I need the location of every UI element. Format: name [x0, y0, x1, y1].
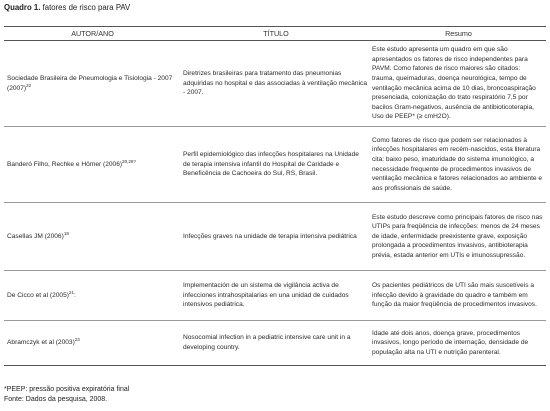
author-text: Casellas JM (2006)	[7, 232, 64, 240]
table-row	[4, 127, 546, 203]
header-summary: Resumo	[371, 27, 546, 41]
title-cell: Nosocomial infection in a pediatric intensive care unit in a developing country.	[181, 321, 371, 366]
table-row	[4, 41, 546, 127]
author-text: Banderó Filho, Rechke e Hömer (2006)	[7, 160, 123, 168]
header-title: TÍTULO	[181, 27, 371, 41]
author-cell	[4, 203, 181, 271]
source-note: Fonte: Dados da pesquisa, 2008.	[4, 396, 108, 403]
author-cell	[4, 41, 181, 127]
caption-label: Quadro 1.	[4, 3, 41, 12]
table-row	[4, 271, 546, 321]
table-row	[4, 203, 546, 271]
table-notes	[4, 385, 129, 405]
author-ref: 21	[68, 289, 74, 295]
summary-cell: Como fatores de risco que podem ser relacionados à infecções hospitalares em recém-nascidos, esta literatura cita: baixo peso, imaturidade do sistema imunológico, a necessidade frequente de procedimentos invasivos de ventilação mecânica e fatores relacionados ao ambiente e aos profissionais de saúde.	[371, 127, 546, 203]
author-ref: 23	[74, 337, 80, 343]
summary-cell: Este estudo descreve como principais fatores de risco nas UTIPs para freqüência de infecções: menos de 24 meses de idade, enfermidade preexistente grave, exposição prolongada a procedimentos invasivos, antibioterapia prévia, estada anterior em UTIs e imunossupressão.	[371, 203, 546, 271]
caption-text: fatores de risco para PAV	[40, 3, 131, 12]
author-cell	[4, 127, 181, 203]
author-ref: 22	[26, 82, 32, 88]
title-cell: Implementación de un sistema de vigilância activa de infecciones intrahospitalarias en una unidad de cuidados intensivos pediátrica.	[181, 271, 371, 321]
header-author: AUTOR/ANO	[4, 27, 181, 41]
table-caption	[4, 3, 130, 13]
author-ref: 20,26?	[122, 158, 136, 164]
title-cell: Perfil epidemiológico das infecções hospitalares na Unidade de terapia intensiva infantil do Hospital de Caridade e Beneficência de Cachoeira do Sul, RS, Brasil.	[181, 127, 371, 203]
summary-cell: Os pacientes pediátricos de UTI são mais suscetíveis a infecção devido à gravidade do quadro e também em função da maior freqüência de procedimentos invasivos.	[371, 271, 546, 321]
author-cell	[4, 271, 181, 321]
summary-cell: Idade até dois anos, doença grave, procedimentos invasivos, longo período de internação, densidade de população alta na UTI e nutrição parenteral.	[371, 321, 546, 366]
author-text: Sociedade Brasileira de Pneumologia e Tisiologia - 2007 (2007)	[7, 74, 173, 92]
summary-cell: Este estudo apresenta um quadro em que são apresentados os fatores de risco independentes para PAVM. Como fatores de risco maiores são citados: trauma, queimaduras, doença neurológica, tempo de ventilação mecânica acima de 10 dias, broncoaspiração presenciada, colonização do trato respiratório 7,5 por bacilos Gram-negativos, ausência de antibioticoterapia, Uso de PEEP* (≥ cmH2O).	[371, 41, 546, 127]
author-cell	[4, 321, 181, 366]
table-header-row	[4, 27, 546, 41]
author-suffix: :	[73, 291, 76, 299]
title-cell: Diretrizes brasileiras para tratamento das pneumonias adquiridas no hospital e das associadas à ventilação mecânica - 2007.	[181, 41, 371, 127]
author-text: De Cicco et al (2005)	[7, 291, 69, 299]
author-ref: 18	[63, 230, 69, 236]
risk-factors-table	[4, 26, 546, 366]
author-text: Abramczyk et al (2003)	[7, 339, 75, 347]
title-cell: Infecções graves na unidade de terapia intensiva pediátrica	[181, 203, 371, 271]
table-row	[4, 321, 546, 366]
peep-footnote: *PEEP: pressão positiva expiratória final	[4, 386, 130, 393]
